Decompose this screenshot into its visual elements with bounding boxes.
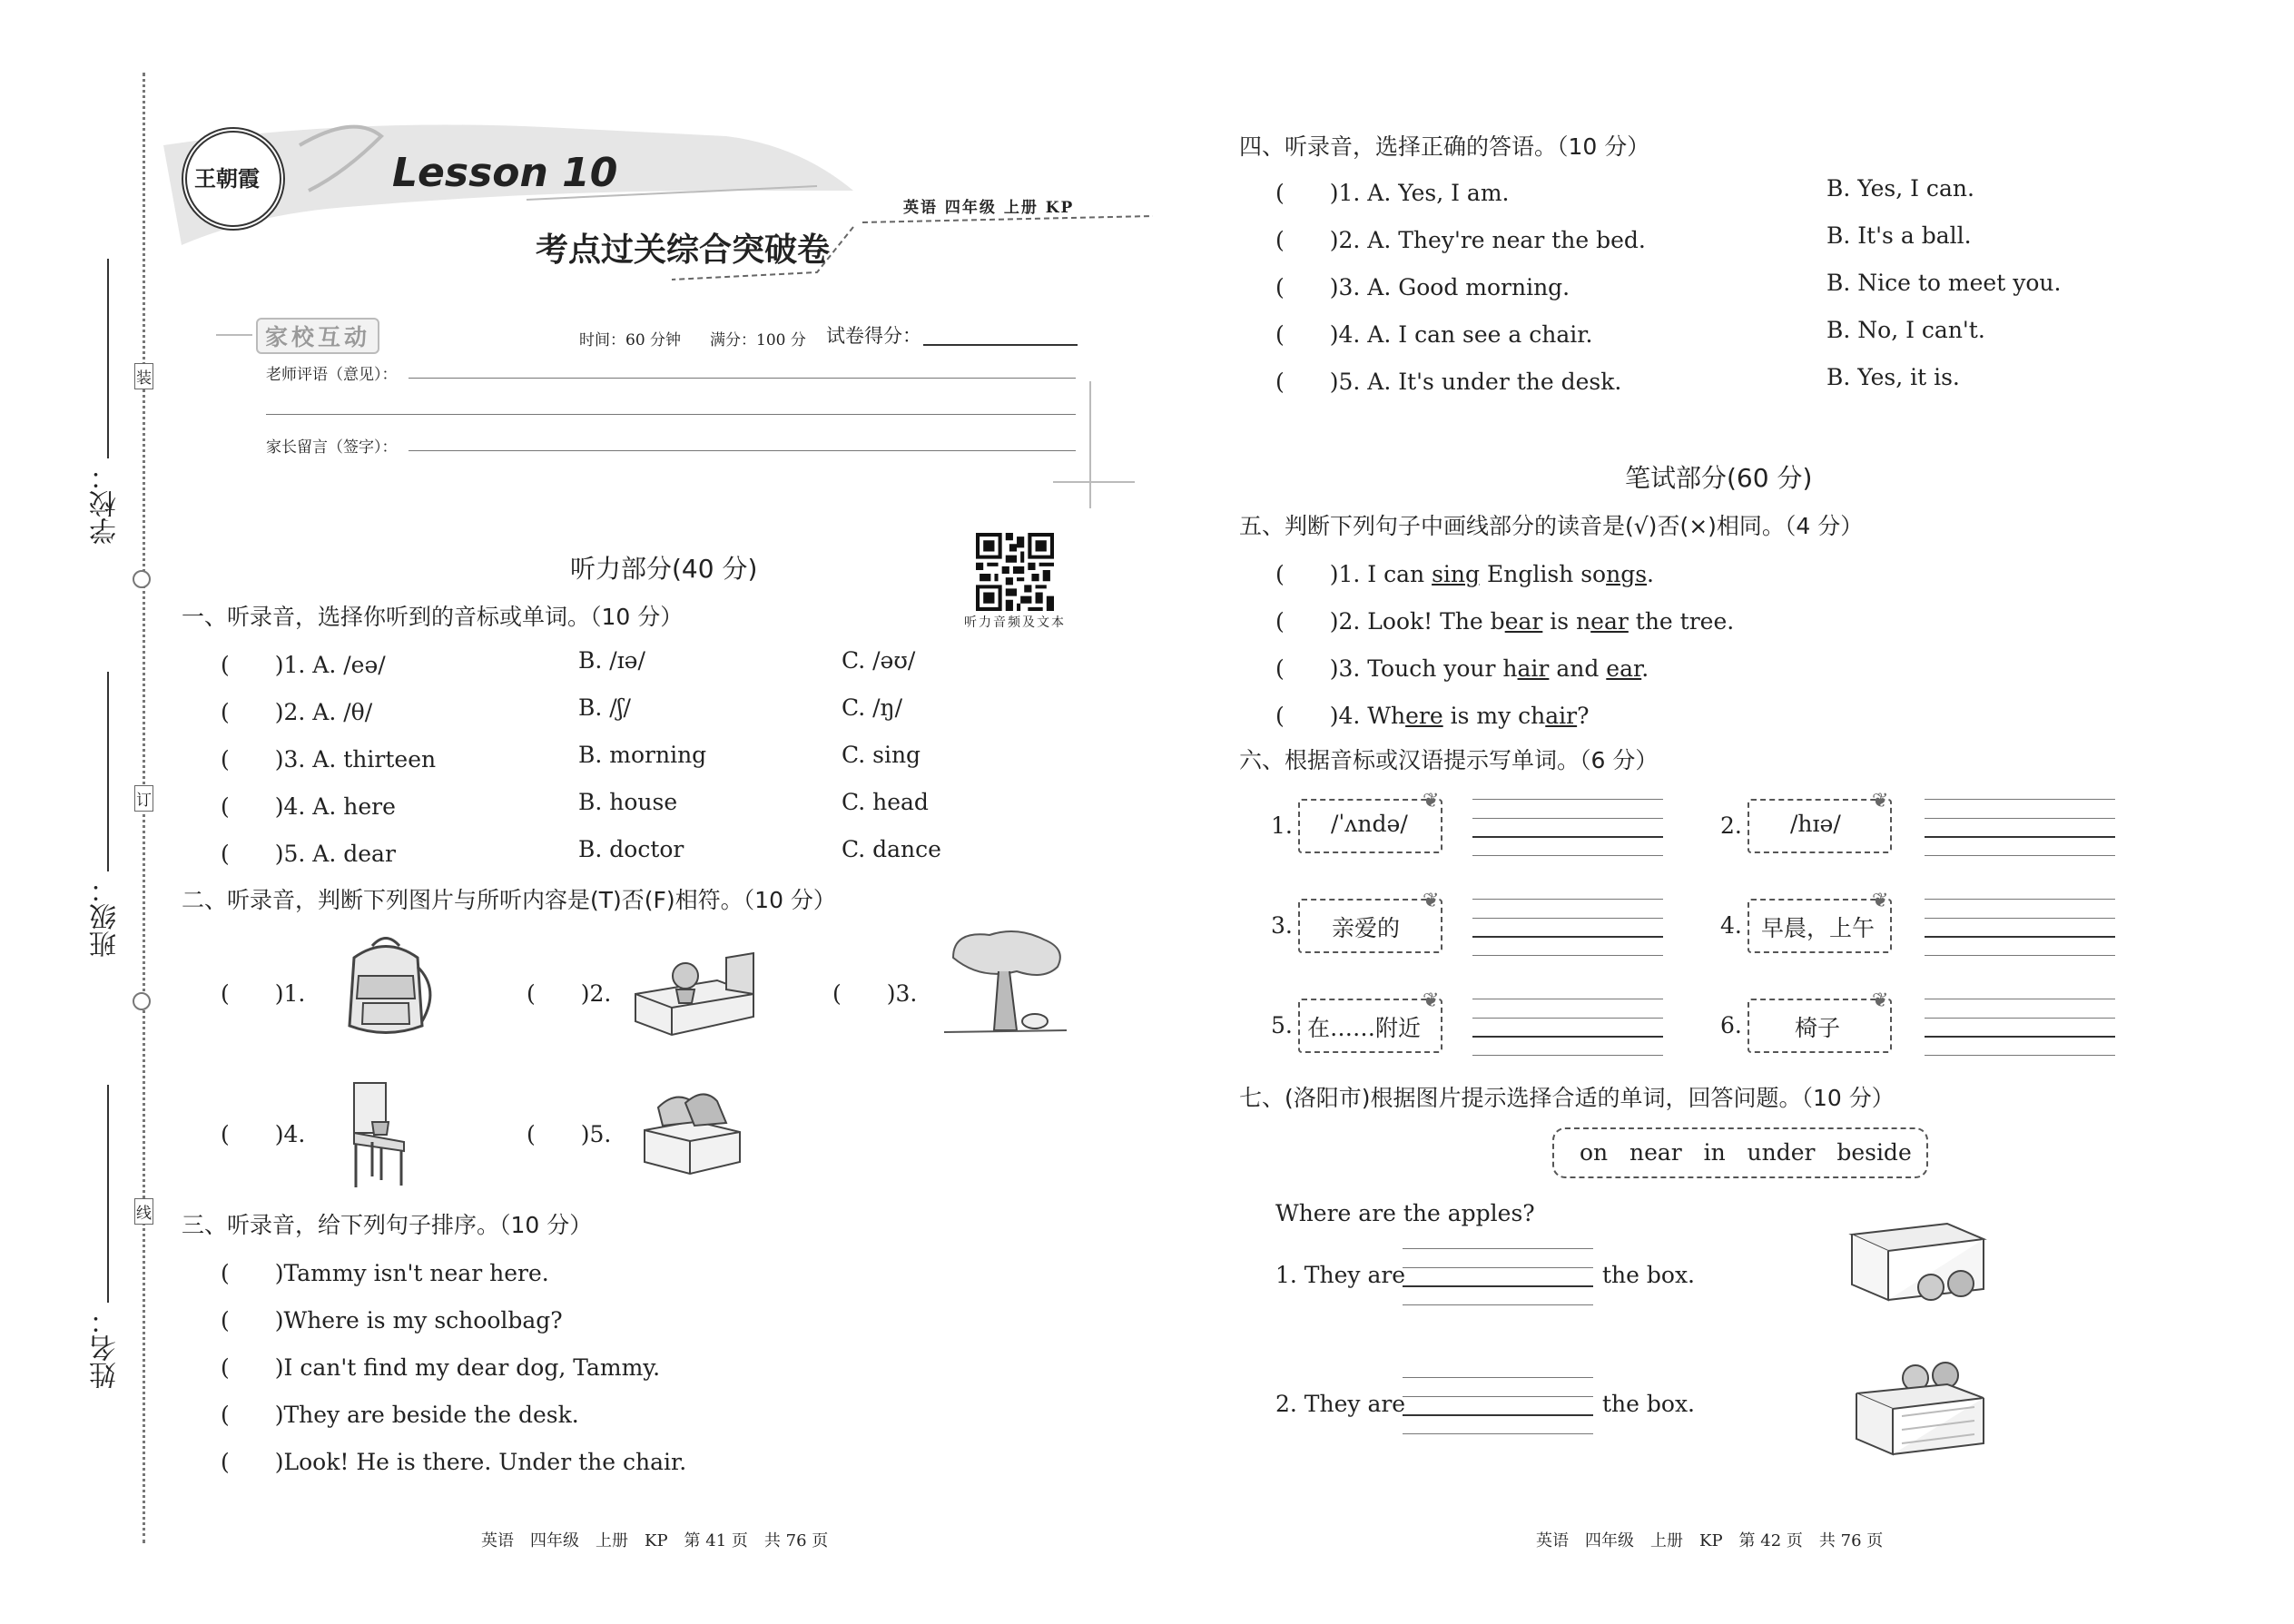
seal-char-2: 订 xyxy=(134,785,153,812)
q5-item-3[interactable]: ( )3. Touch your hair and ear. xyxy=(1275,655,1649,682)
teacher-comment-field-2[interactable] xyxy=(266,414,1076,415)
q7-line-2-bottom xyxy=(1403,1433,1593,1434)
sprout-icon: ❦ xyxy=(1872,890,1889,912)
q6-num-3: 3. xyxy=(1271,912,1293,939)
lesson-title: Lesson 10 xyxy=(392,150,618,196)
seal-char-3: 线 xyxy=(134,1198,153,1225)
comment-box-left-rule xyxy=(216,334,252,336)
q5-item-2[interactable]: ( )2. Look! The bear is near the tree. xyxy=(1275,608,1735,635)
q6-hint-2: /hɪə/ xyxy=(1790,811,1841,837)
q6-hint-1: /ˈʌndə/ xyxy=(1331,811,1408,837)
q6-line-4-top xyxy=(1925,899,2115,900)
q1-item-3-c: C. sing xyxy=(842,742,921,768)
qr-caption: 听力音频及文本 xyxy=(964,615,1066,630)
q6-line-1-mid-a xyxy=(1472,818,1663,819)
q7-title: 七、(洛阳市)根据图片提示选择合适的单词，回答问题。（10 分） xyxy=(1239,1085,1895,1111)
paper-title: 考点过关综合突破卷 xyxy=(536,231,831,269)
sprout-icon: ❦ xyxy=(1423,790,1440,812)
q6-hint-4: 早晨，上午 xyxy=(1761,915,1876,941)
q2-title: 二、听录音，判断下列图片与所听内容是(T)否(F)相符。（10 分） xyxy=(182,887,836,913)
shoes-picture xyxy=(640,1085,744,1176)
sprout-icon: ❦ xyxy=(1423,989,1440,1012)
q6-num-2: 2. xyxy=(1720,812,1742,839)
exam-full-score: 满分：100 分 xyxy=(710,331,806,349)
q7-line-2-top xyxy=(1403,1377,1593,1378)
teacher-comment-label: 老师评语（意见）： xyxy=(266,366,398,384)
q7-question: Where are the apples? xyxy=(1275,1200,1535,1226)
q1-item-5-a[interactable]: ( )5. A. dear xyxy=(221,841,396,867)
q7-answer-1-suffix: the box. xyxy=(1602,1262,1695,1288)
q7-line-1-top xyxy=(1403,1248,1593,1249)
q6-hint-3: 亲爱的 xyxy=(1332,915,1401,941)
binding-hole-icon xyxy=(133,570,151,588)
class-label: 班级： xyxy=(90,876,122,958)
parent-comment-label: 家长留言（签字）： xyxy=(266,438,398,457)
q6-line-5-bottom xyxy=(1472,1055,1663,1056)
q6-line-3-mid-a xyxy=(1472,918,1663,919)
comment-box-bottom-rule xyxy=(1053,481,1135,483)
q1-item-5-b: B. doctor xyxy=(578,836,684,862)
writing-section-title: 笔试部分(60 分) xyxy=(1625,463,1813,493)
q7-answer-1-prefix: 1. They are xyxy=(1275,1262,1406,1288)
q6-num-6: 6. xyxy=(1720,1012,1742,1038)
q6-line-2-bottom xyxy=(1925,855,2115,856)
q1-item-3-a[interactable]: ( )3. A. thirteen xyxy=(221,746,437,773)
score-field[interactable] xyxy=(923,344,1078,346)
q1-item-2-b: B. /ʃ/ xyxy=(578,694,631,721)
q6-line-6-bottom xyxy=(1925,1055,2115,1056)
q6-hint-5: 在……附近 xyxy=(1307,1015,1422,1041)
sprout-icon: ❦ xyxy=(1872,989,1889,1012)
q1-item-1-c: C. /əʊ/ xyxy=(842,647,916,674)
footer-right: 英语 四年级 上册 KP 第 42 页 共 76 页 xyxy=(1536,1531,1884,1550)
q4-item-3-a[interactable]: ( )3. A. Good morning. xyxy=(1275,274,1570,300)
q5-title: 五、判断下列句子中画线部分的读音是(√)否(×)相同。（4 分） xyxy=(1239,513,1864,539)
q6-answer-4[interactable] xyxy=(1925,936,2115,938)
binding-hole-icon xyxy=(133,992,151,1010)
subject-tag: 英语 四年级 上册 KP xyxy=(903,199,1075,217)
box-apples-on-picture xyxy=(1847,1353,1993,1457)
q4-item-4-b: B. No, I can't. xyxy=(1826,317,1985,343)
q2-item-5[interactable]: ( )5. xyxy=(527,1121,612,1147)
q2-item-2[interactable]: ( )2. xyxy=(527,980,612,1007)
q6-line-1-top xyxy=(1472,799,1663,800)
q3-item-4[interactable]: ( )They are beside the desk. xyxy=(221,1402,579,1428)
q1-item-5-c: C. dance xyxy=(842,836,941,862)
q6-line-1-bottom xyxy=(1472,855,1663,856)
comment-box-right-rule xyxy=(1089,381,1091,508)
schoolbag-picture xyxy=(331,935,440,1044)
sprout-icon: ❦ xyxy=(1872,790,1889,812)
sprout-icon: ❦ xyxy=(1423,890,1440,912)
q4-item-2-b: B. It's a ball. xyxy=(1826,222,1972,249)
bed-picture xyxy=(626,940,763,1044)
q6-num-5: 5. xyxy=(1271,1012,1293,1038)
footer-left: 英语 四年级 上册 KP 第 41 页 共 76 页 xyxy=(481,1531,829,1550)
name-label: 姓名： xyxy=(90,1307,122,1389)
name-field[interactable] xyxy=(107,1085,109,1303)
q6-line-3-top xyxy=(1472,899,1663,900)
score-label: 试卷得分： xyxy=(826,325,921,347)
qr-code-icon[interactable] xyxy=(976,533,1054,611)
q2-item-3[interactable]: ( )3. xyxy=(832,980,918,1007)
parent-comment-field[interactable] xyxy=(409,450,1076,451)
chair-picture xyxy=(336,1078,418,1192)
q7-words: on near in under beside xyxy=(1580,1139,1912,1166)
q3-item-3[interactable]: ( )I can't find my dear dog, Tammy. xyxy=(221,1354,661,1381)
q1-item-4-c: C. head xyxy=(842,789,929,815)
q6-line-4-mid-a xyxy=(1925,918,2115,919)
q7-line-1-mid xyxy=(1403,1267,1593,1268)
q2-item-4[interactable]: ( )4. xyxy=(221,1121,306,1147)
q4-title: 四、听录音，选择正确的答语。（10 分） xyxy=(1239,133,1650,160)
q4-item-5-b: B. Yes, it is. xyxy=(1826,364,1960,390)
q5-item-1[interactable]: ( )1. I can sing English songs. xyxy=(1275,561,1654,587)
listening-section-title: 听力部分(40 分) xyxy=(570,554,758,584)
q7-line-2-mid xyxy=(1403,1396,1593,1397)
school-label: 学校： xyxy=(90,463,122,545)
q3-item-2[interactable]: ( )Where is my schoolbag? xyxy=(221,1307,563,1334)
q4-item-1-a[interactable]: ( )1. A. Yes, I am. xyxy=(1275,180,1510,206)
q1-item-3-b: B. morning xyxy=(578,742,707,768)
school-field[interactable] xyxy=(107,259,109,458)
q7-answer-2-suffix: the box. xyxy=(1602,1391,1695,1417)
q6-answer-1[interactable] xyxy=(1472,836,1663,838)
q7-answer-2[interactable] xyxy=(1403,1414,1593,1416)
logo-text: 王朝霞 xyxy=(194,165,260,192)
teacher-comment-field[interactable] xyxy=(409,378,1076,379)
q6-num-1: 1. xyxy=(1271,812,1293,839)
q1-item-2-c: C. /ŋ/ xyxy=(842,694,903,721)
q7-answer-1[interactable] xyxy=(1403,1285,1593,1287)
q2-item-1[interactable]: ( )1. xyxy=(221,980,306,1007)
box-apples-beside-picture xyxy=(1847,1216,1993,1307)
seal-char-1: 装 xyxy=(134,363,153,389)
q6-title: 六、根据音标或汉语提示写单词。（6 分） xyxy=(1239,747,1659,773)
q6-line-2-top xyxy=(1925,799,2115,800)
q6-line-5-mid-a xyxy=(1472,1018,1663,1019)
q6-hint-6: 椅子 xyxy=(1795,1015,1841,1041)
q1-item-4-b: B. house xyxy=(578,789,678,815)
q4-item-1-b: B. Yes, I can. xyxy=(1826,175,1974,202)
q1-item-2-a[interactable]: ( )2. A. /θ/ xyxy=(221,699,373,725)
q5-item-4[interactable]: ( )4. Where is my chair? xyxy=(1275,703,1590,729)
q3-item-1[interactable]: ( )Tammy isn't near here. xyxy=(221,1260,549,1286)
exam-time: 时间：60 分钟 xyxy=(579,331,682,349)
q6-answer-5[interactable] xyxy=(1472,1036,1663,1038)
q7-answer-2-prefix: 2. They are xyxy=(1275,1391,1406,1417)
q6-line-6-mid-a xyxy=(1925,1018,2115,1019)
home-school-badge: 家校互动 xyxy=(256,318,379,354)
q6-line-4-bottom xyxy=(1925,955,2115,956)
q1-item-1-b: B. /ɪə/ xyxy=(578,647,645,674)
q6-answer-6[interactable] xyxy=(1925,1036,2115,1038)
q3-item-5[interactable]: ( )Look! He is there. Under the chair. xyxy=(221,1449,687,1475)
q4-item-5-a[interactable]: ( )5. A. It's under the desk. xyxy=(1275,369,1622,395)
q4-item-3-b: B. Nice to meet you. xyxy=(1826,270,2062,296)
q1-item-4-a[interactable]: ( )4. A. here xyxy=(221,793,396,820)
q1-title: 一、听录音，选择你听到的音标或单词。（10 分） xyxy=(182,604,684,630)
q1-item-1-a[interactable]: ( )1. A. /eə/ xyxy=(221,652,386,678)
q6-num-4: 4. xyxy=(1720,912,1742,939)
q7-line-1-bottom xyxy=(1403,1304,1593,1305)
class-field[interactable] xyxy=(107,672,109,871)
q6-answer-2[interactable] xyxy=(1925,836,2115,838)
q3-title: 三、听录音，给下列句子排序。（10 分） xyxy=(182,1212,593,1238)
q6-answer-3[interactable] xyxy=(1472,936,1663,938)
tree-dog-picture xyxy=(944,930,1067,1039)
q6-line-3-bottom xyxy=(1472,955,1663,956)
q4-item-2-a[interactable]: ( )2. A. They're near the bed. xyxy=(1275,227,1646,253)
q6-line-2-mid-a xyxy=(1925,818,2115,819)
q4-item-4-a[interactable]: ( )4. A. I can see a chair. xyxy=(1275,321,1593,348)
